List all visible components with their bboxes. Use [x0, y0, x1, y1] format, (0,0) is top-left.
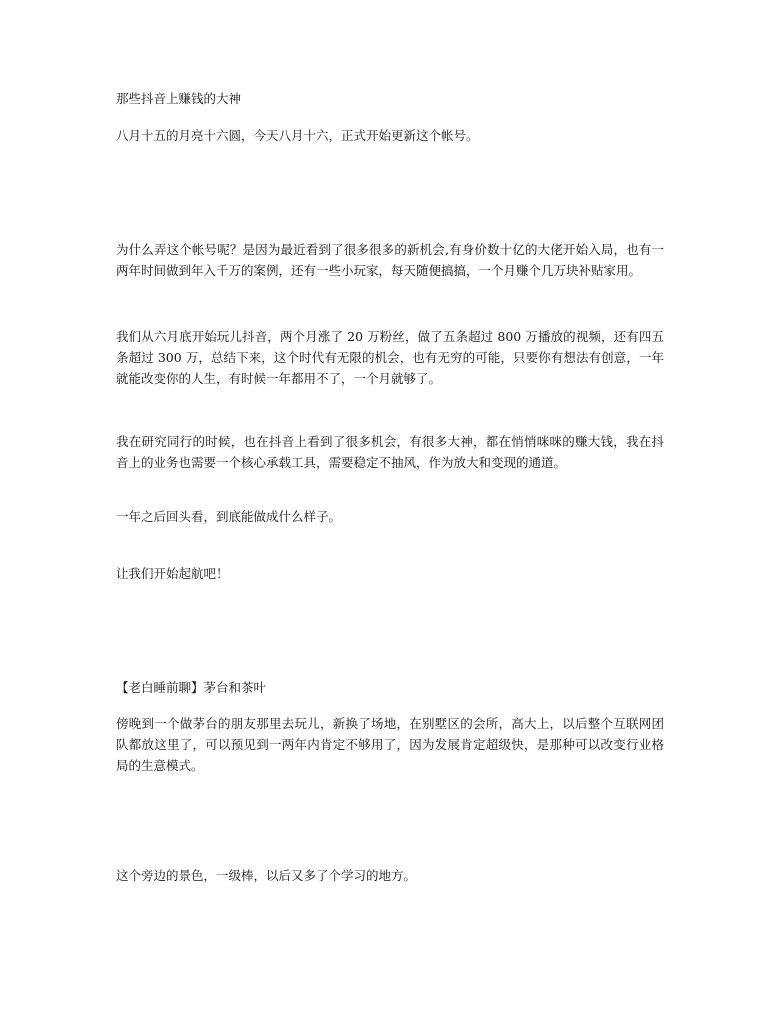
- paragraph: 傍晚到一个做茅台的朋友那里去玩儿，新换了场地，在别墅区的会所，高大上，以后整个互联网团队都放这里了，可以预见到一两年内肯定不够用了，因为发展肯定超级快，是那种可以改变行业格局的生意模式。: [116, 716, 664, 773]
- section-subtitle: 【老白睡前聊】茅台和茶叶: [116, 680, 267, 695]
- paragraph: 一年之后回头看，到底能做成什么样子。: [116, 509, 342, 524]
- paragraph: 我们从六月底开始玩儿抖音，两个月涨了 20 万粉丝，做了五条超过 800 万播放的视频，还有四五条超过 300 万，总结下来，这个时代有无限的机会，也有无穷的可能，只要你有想法有创意，一年就能改变你的人生，有时候一年都用不了，一个月就够了。: [116, 329, 664, 386]
- paragraph: 让我们开始起航吧！: [116, 566, 229, 581]
- paragraph: 我在研究同行的时候，也在抖音上看到了很多机会，有很多大神，都在悄悄咪咪的赚大钱，我在抖音上的业务也需要一个核心承载工具，需要稳定不抽风，作为放大和变现的通道。: [116, 434, 664, 470]
- document-title: 那些抖音上赚钱的大神: [116, 91, 242, 106]
- paragraph: 为什么弄这个帐号呢？是因为最近看到了很多很多的新机会,有身价数十亿的大佬开始入局，也有一两年时间做到年入千万的案例，还有一些小玩家，每天随便搞搞，一个月赚个几万块补贴家用。: [116, 242, 664, 278]
- paragraph: 这个旁边的景色，一级棒，以后又多了个学习的地方。: [116, 868, 417, 883]
- paragraph: 八月十五的月亮十六圆，今天八月十六，正式开始更新这个帐号。: [116, 128, 479, 143]
